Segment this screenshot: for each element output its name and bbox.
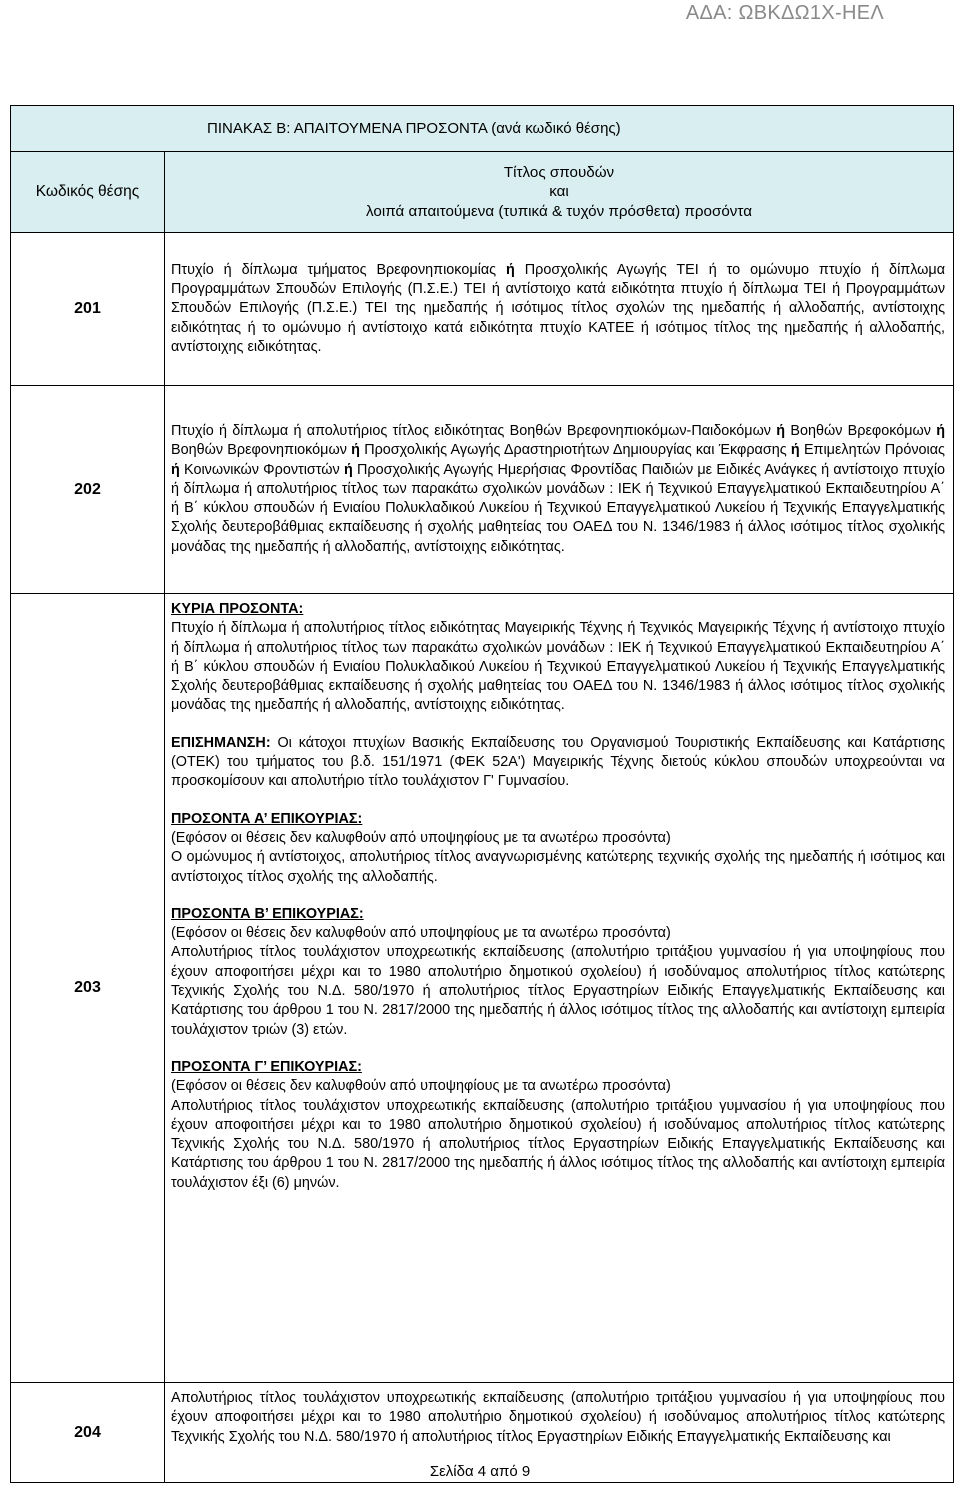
- header-code: Κωδικός θέσης: [11, 152, 165, 233]
- qualification-text: Πτυχίο ή δίπλωμα ή απολυτήριος τίτλος ειδικότητας Βοηθών Βρεφονηπιοκόμων-Παιδοκόμων ή Βοηθών Βρεφοκόμων ή Βοηθών Βρεφονηπιοκόμων ή Προσχολικής Αγωγής Δραστηριοτήτων Δημιουργίας και Έκφρασης ή Επιμελητών Πρόνοιας ή Κοινωνικών Φροντιστών ή Προσχολικής Αγωγής Ημερήσιας Φροντίδας Παιδιών με Ειδικές Ανάγκες ή αντίστοιχο πτυχίο ή δίπλωμα ή απολυτήριος τίτλος των παρακάτω σχολικών μονάδων : ΙΕΚ ή Τεχνικού Επαγγελματικού Εκπαιδευτηρίου Α΄ ή Β΄ κύκλου σπουδών ή Ενιαίου Πολυκλαδικού Λυκείου ή Τεχνικού Επαγγελματικού Λυκείου ή Τεχνικής Επαγγελματικής Σχολής δευτεροβάθμιας εκπαίδευσης ή σχολής μαθητείας του ΟΑΕΔ του Ν. 1346/1983 ή άλλος ισότιμος τίτλος σχολικής μονάδας της ημεδαπής ή αλλοδαπής, αντίστοιχης ειδικότητας.: [171, 422, 946, 555]
- note-text: Οι κάτοχοι πτυχίων Βασικής Εκπαίδευσης του Οργανισμού Τουριστικής Εκπαίδευσης και Κατάρτισης (ΟΤΕΚ) του τμήματος του β.δ. 151/1971 (ΦΕΚ 52Α') Μαγειρικής Τέχνης διετούς κύκλου σπουδών υποχρεούνται να προσκομίσουν και απολυτήριο τίτλο τουλάχιστον Γ' Γυμνασίου.: [171, 734, 946, 790]
- table-row-201: [11, 233, 954, 386]
- auxiliary-c-condition: (Εφόσον οι θέσεις δεν καλυφθούν από υποψηφίους με τα ανωτέρω προσόντα): [171, 1078, 671, 1095]
- auxiliary-c-text: Απολυτήριος τίτλος τουλάχιστον υποχρεωτικής εκπαίδευσης (απολυτήριο τριτάξιου γυμνασίου ή για υποψηφίους που έχουν αποφοιτήσει μέχρι και το 1980 απολυτήριο δημοτικού σχολείου) ή ισοδύναμος απολυτήριος τίτλος κατώτερης Τεχνικής Σχολής του Ν.Δ. 580/1970 ή απολυτήριος τίτλος Εργαστηρίων Ειδικής Επαγγελματικής Εκπαίδευσης και Κατάρτισης του άρθρου 1 του Ν. 2817/2000 της ημεδαπής ή άλλος ισότιμος τίτλος της αλλοδαπής και αντίστοιχη εμπειρία τουλάχιστον έξι (6) μηνών.: [171, 1097, 946, 1191]
- row-code: 202: [11, 386, 165, 594]
- row-text: [165, 386, 954, 594]
- note-label: ΕΠΙΣΗΜΑΝΣΗ:: [171, 734, 271, 751]
- qualification-text: Απολυτήριος τίτλος τουλάχιστον υποχρεωτικής εκπαίδευσης (απολυτήριο τριτάξιου γυμνασίου ή για υποψηφίους που έχουν αποφοιτήσει μέχρι και το 1980 απολυτήριο δημοτικού σχολείου) ή ισοδύναμος απολυτήριος τίτλος κατώτερης Τεχνικής Σχολής του Ν.Δ. 580/1970 ή απολυτήριος τίτλος Εργαστηρίων Ειδικής Επαγγελματικής Εκπαίδευσης και: [171, 1390, 946, 1445]
- main-qualifications-heading: ΚΥΡΙΑ ΠΡΟΣΟΝΤΑ:: [171, 601, 304, 617]
- header-title-line-1: Τίτλος σπουδών: [503, 163, 615, 181]
- auxiliary-a-condition: (Εφόσον οι θέσεις δεν καλυφθούν από υποψηφίους με τα ανωτέρω προσόντα): [171, 829, 671, 846]
- table-row-203: [11, 594, 954, 1383]
- header-title-line-3: λοιπά απαιτούμενα (τυπικά & τυχόν πρόσθετα) προσόντα: [366, 202, 752, 220]
- auxiliary-a-text: Ο ομώνυμος ή αντίστοιχος, απολυτήριος τίτλος αναγνωρισμένης κατώτερης τεχνικής σχολής της ημεδαπής ή ισότιμος και αντίστοιχος τίτλος σχολής της αλλοδαπής.: [171, 849, 946, 885]
- auxiliary-b-text: Απολυτήριος τίτλος τουλάχιστον υποχρεωτικής εκπαίδευσης (απολυτήριο τριτάξιου γυμνασίου ή για υποψηφίους που έχουν αποφοιτήσει μέχρι και το 1980 απολυτήριο δημοτικού σχολείου) ή ισοδύναμος απολυτήριος τίτλος κατώτερης Τεχνικής Σχολής του Ν.Δ. 580/1970 ή απολυτήριος τίτλος Εργαστηρίων Ειδικής Επαγγελματικής Εκπαίδευσης και Κατάρτισης του άρθρου 1 του Ν. 2817/2000 της ημεδαπής ή άλλος ισότιμος τίτλος της αλλοδαπής και αντίστοιχη εμπειρία τουλάχιστον τριών (3) ετών.: [171, 944, 946, 1038]
- table-row-202: [11, 386, 954, 594]
- auxiliary-b-heading: ΠΡΟΣΟΝΤΑ Β’ ΕΠΙΚΟΥΡΙΑΣ:: [171, 905, 364, 922]
- table-caption-row: [11, 106, 954, 152]
- row-code: 204: [11, 1383, 165, 1483]
- header-title-line-2: και: [549, 183, 569, 201]
- table-caption: ΠΙΝΑΚΑΣ Β: ΑΠΑΙΤΟΥΜΕΝΑ ΠΡΟΣΟΝΤΑ (ανά κωδικό θέσης): [11, 106, 954, 152]
- auxiliary-c-heading: ΠΡΟΣΟΝΤΑ Γ’ ΕΠΙΚΟΥΡΙΑΣ:: [171, 1058, 362, 1075]
- row-code: 203: [11, 594, 165, 1383]
- row-text: [165, 594, 954, 1383]
- header-title: [165, 152, 954, 233]
- main-qualifications-text: Πτυχίο ή δίπλωμα ή απολυτήριος τίτλος ειδικότητας Μαγειρικής Τέχνης ή Τεχνικός Μαγειρικής Τέχνης ή αντίστοιχο πτυχίο ή δίπλωμα ή απολυτήριος τίτλος των παρακάτω σχολικών μονάδων : ΙΕΚ ή Τεχνικού Επαγγελματικού Εκπαιδευτηρίου Α΄ ή Β΄ κύκλου σπουδών ή Ενιαίου Πολυκλαδικού Λυκείου ή Τεχνικού Επαγγελματικού Λυκείου ή Τεχνικής Επαγγελματικής Σχολής δευτεροβάθμιας εκπαίδευσης ή σχολής μαθητείας του ΟΑΕΔ του Ν. 1346/1983 ή άλλος ισότιμος τίτλος σχολικής μονάδας της ημεδαπής ή αλλοδαπής, αντίστοιχης ειδικότητας.: [171, 620, 946, 714]
- note: [171, 734, 945, 792]
- row-code: 201: [11, 233, 165, 386]
- auxiliary-b-condition: (Εφόσον οι θέσεις δεν καλυφθούν από υποψηφίους με τα ανωτέρω προσόντα): [171, 925, 671, 942]
- page-number: Σελίδα 4 από 9: [429, 1463, 531, 1480]
- qualification-text: Πτυχίο ή δίπλωμα τμήματος Βρεφονηπιοκομίας ή Προσχολικής Αγωγής ΤΕΙ ή το ομώνυμο πτυχίο ή δίπλωμα Προγραμμάτων Σπουδών Επιλογής (Π.Σ.Ε.) ΤΕΙ ή αντίστοιχο κατά ειδικότητα πτυχίο ή δίπλωμα ΤΕΙ ή Προγραμμάτων Σπουδών Επιλογής (Π.Σ.Ε.) ΤΕΙ της ημεδαπής ή ισότιμος τίτλος σχολών της ημεδαπής ή αλλοδαπής, αντίστοιχης ειδικότητας ή το ομώνυμο ή αντίστοιχο κατά ειδικότητα πτυχίο ΚΑΤΕΕ ή ισότιμος τίτλος της ημεδαπής ή αλλοδαπής, αντίστοιχης ειδικότητας.: [171, 261, 946, 355]
- ada-stamp: ΑΔΑ: ΩΒΚΔΩ1Χ-ΗΕΛ: [685, 2, 884, 24]
- auxiliary-a-heading: ΠΡΟΣΟΝΤΑ Α’ ΕΠΙΚΟΥΡΙΑΣ:: [171, 810, 363, 827]
- qualifications-table: [10, 105, 954, 1483]
- row-text: [165, 233, 954, 386]
- table-header-row: [11, 152, 954, 233]
